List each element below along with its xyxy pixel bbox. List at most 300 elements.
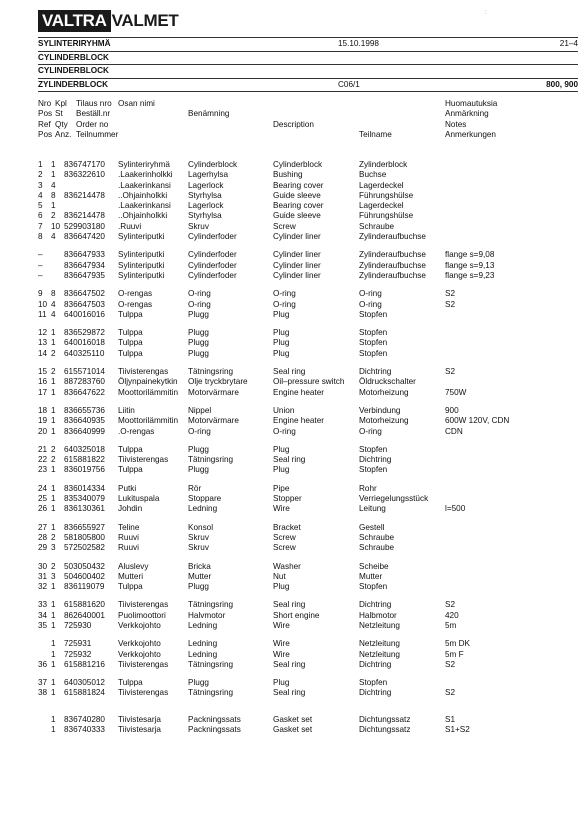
table-row	[38, 572, 578, 582]
spacer-cell	[38, 476, 578, 484]
table-row	[38, 543, 578, 553]
name-sv-cell: Packningssats	[188, 714, 241, 724]
part-number-cell: 640305012	[64, 678, 105, 688]
ref-cell: 26	[38, 504, 48, 514]
name-sv-cell: Plugg	[188, 678, 209, 688]
ref-cell	[38, 639, 51, 649]
col-kpl-3: Anz.	[55, 129, 72, 139]
col-notes-0: Huomautuksia	[445, 99, 498, 108]
brand-logo	[38, 10, 178, 32]
name-fi-cell: Tulppa	[118, 309, 143, 319]
name-sv-cell: Cylinderfoder	[188, 270, 237, 280]
table-row	[38, 191, 578, 201]
notes-cell	[445, 201, 578, 211]
name-en-cell: O-ring	[273, 299, 296, 309]
name-sv-cell: Plugg	[188, 582, 209, 592]
table-row	[38, 349, 578, 359]
part-number-cell	[64, 181, 118, 191]
name-fi-cell: Tiivistesarja	[118, 714, 161, 724]
ref-cell: 33	[38, 600, 48, 610]
notes-cell	[445, 445, 578, 455]
name-en-cell: Screw	[273, 532, 296, 542]
part-number-cell: 836529872	[64, 328, 105, 338]
qty-cell: 4	[51, 180, 56, 190]
name-en-cell: Union	[273, 405, 295, 415]
spacer-cell	[38, 320, 578, 328]
part-number-cell: 836647502	[64, 289, 105, 299]
qty-cell: 8	[51, 289, 56, 299]
row-spacer	[38, 554, 578, 562]
part-number-cell: 581805800	[64, 532, 105, 542]
table-row	[38, 310, 578, 320]
col-tilaus-0: Tilaus nro	[76, 99, 112, 108]
table-row	[38, 201, 578, 211]
name-en-cell: Washer	[273, 561, 301, 571]
table-row	[38, 455, 578, 465]
name-fi-cell: Tulppa	[118, 444, 143, 454]
col-tilaus-3: Teilnummer	[76, 129, 119, 139]
name-sv-cell: Packningssats	[188, 725, 241, 735]
name-fi-cell: Tulppa	[118, 465, 143, 475]
part-number-cell: 615881822	[64, 455, 105, 465]
name-de-cell: Stopfen	[359, 444, 388, 454]
name-de-cell: Netzleitung	[359, 649, 400, 659]
name-en-cell: Short engine	[273, 610, 320, 620]
name-sv-cell: Konsol	[188, 522, 214, 532]
spacer-cell	[38, 242, 578, 250]
name-fi-cell: Lukituspala	[118, 494, 160, 504]
name-de-cell: Stopfen	[359, 328, 388, 338]
table-row	[38, 562, 578, 572]
qty-cell: 1	[51, 649, 56, 659]
name-en-cell: Bracket	[273, 522, 301, 532]
notes-cell: S2	[445, 289, 456, 299]
name-de-cell: Stopfen	[359, 678, 388, 688]
notes-cell	[445, 338, 578, 348]
name-sv-cell: Cylinderfoder	[188, 250, 237, 260]
part-number-cell: 836647935	[64, 270, 105, 280]
part-number-cell: 887283760	[64, 377, 105, 387]
name-sv-cell: Bricka	[188, 561, 211, 571]
notes-cell	[445, 543, 578, 553]
name-de-cell: Stopfen	[359, 465, 388, 475]
qty-cell: 1	[51, 504, 56, 514]
ref-cell: 32	[38, 582, 48, 592]
qty-cell: 1	[51, 688, 56, 698]
row-spacer	[38, 670, 578, 678]
name-fi-cell: .Laakerinkansi	[118, 201, 171, 211]
col-notes-3: Anmerkungen	[445, 129, 496, 139]
table-row	[38, 715, 578, 725]
table-row	[38, 416, 578, 426]
part-number-cell	[64, 201, 118, 211]
table-row	[38, 406, 578, 416]
name-fi-cell: .O-rengas	[118, 426, 155, 436]
spacer-cell	[38, 554, 578, 562]
name-en-cell: Wire	[273, 649, 290, 659]
name-de-cell: Zylinderaufbuchse	[359, 250, 426, 260]
notes-cell: l=500	[445, 504, 466, 514]
name-de-cell: Stopfen	[359, 582, 388, 592]
ref-cell: –	[38, 260, 43, 270]
name-fi-cell: Sylinteriputki	[118, 260, 165, 270]
name-sv-cell: Ledning	[188, 620, 218, 630]
name-sv-cell: Plugg	[188, 309, 209, 319]
table-row	[38, 300, 578, 310]
qty-cell: 1	[51, 639, 56, 649]
table-row	[38, 621, 578, 631]
name-de-cell: Dichtring	[359, 367, 392, 377]
name-fi-cell: O-rengas	[118, 299, 153, 309]
qty-cell: 1	[51, 405, 56, 415]
name-de-cell: Dichtring	[359, 688, 392, 698]
name-sv-cell: Ledning	[188, 649, 218, 659]
title-de: ZYLINDERBLOCK	[38, 79, 109, 89]
notes-cell: CDN	[445, 426, 463, 436]
table-row	[38, 660, 578, 670]
part-number-cell: 862640001	[64, 610, 105, 620]
name-fi-cell: Tulppa	[118, 582, 143, 592]
name-sv-cell: Plugg	[188, 444, 209, 454]
name-sv-cell: Skruv	[188, 532, 209, 542]
part-number-cell: 836647934	[64, 260, 105, 270]
name-de-cell: Halbmotor	[359, 610, 397, 620]
header-row-sv	[38, 52, 578, 66]
row-spacer	[38, 707, 578, 715]
name-fi-cell: Tulppa	[118, 338, 143, 348]
name-fi-cell: Ruuvi	[118, 532, 139, 542]
name-sv-cell: Tätningsring	[188, 688, 234, 698]
part-number-cell: 835340079	[64, 494, 105, 504]
name-fi-cell: Tulppa	[118, 328, 143, 338]
name-fi-cell: Putki	[118, 483, 137, 493]
notes-cell	[445, 160, 578, 170]
col-notes-2: Notes	[445, 119, 467, 129]
part-number-cell: 615881824	[64, 688, 105, 698]
name-en-cell: Plug	[273, 328, 290, 338]
notes-cell: 600W 120V, CDN	[445, 416, 510, 426]
qty-cell: 1	[51, 483, 56, 493]
qty-cell: 1	[51, 328, 56, 338]
name-en-cell: Screw	[273, 543, 296, 553]
name-sv-cell: Plugg	[188, 328, 209, 338]
row-spacer	[38, 437, 578, 445]
spacer-cell	[38, 359, 578, 367]
table-row	[38, 427, 578, 437]
part-number-cell: 615571014	[64, 367, 105, 377]
name-en-cell: Plug	[273, 465, 290, 475]
part-number-cell: 836747170	[64, 160, 105, 169]
ref-cell: 10	[38, 299, 48, 309]
ref-cell: 8	[38, 232, 43, 242]
part-number-cell: 572502582	[64, 543, 105, 553]
name-sv-cell: Tätningsring	[188, 600, 234, 610]
part-number-cell: 640016018	[64, 338, 105, 348]
qty-cell: 1	[51, 465, 56, 475]
table-row	[38, 611, 578, 621]
notes-cell	[445, 465, 578, 475]
name-en-cell: Seal ring	[273, 600, 306, 610]
name-en-cell: Wire	[273, 620, 290, 630]
col-nro-0: Nro	[38, 99, 52, 108]
name-de-cell: Lagerdeckel	[359, 180, 404, 190]
name-de-cell: Buchse	[359, 170, 387, 180]
name-de-cell: Öldruckschalter	[359, 377, 416, 387]
part-number-cell: 836647503	[64, 299, 105, 309]
notes-cell: 750W	[445, 387, 467, 397]
ref-cell: 29	[38, 543, 48, 553]
row-spacer	[38, 398, 578, 406]
ref-cell: 30	[38, 561, 48, 571]
ref-cell: 19	[38, 416, 48, 426]
name-fi-cell: Tiivisterengas	[118, 600, 169, 610]
name-de-cell: O-ring	[359, 289, 382, 299]
ref-cell: 38	[38, 688, 48, 698]
spacer-cell	[38, 515, 578, 523]
name-sv-cell: Plugg	[188, 348, 209, 358]
name-sv-cell: Lagerlock	[188, 201, 224, 211]
table-row	[38, 484, 578, 494]
name-de-cell: Netzleitung	[359, 639, 400, 649]
ref-cell: 34	[38, 610, 48, 620]
table-row	[38, 582, 578, 592]
part-number-cell: 503050432	[64, 561, 105, 571]
name-en-cell: Bearing cover	[273, 201, 324, 211]
ref-cell: 7	[38, 221, 43, 231]
name-sv-cell: Cylinderfoder	[188, 260, 237, 270]
part-number-cell: 836647933	[64, 250, 105, 260]
qty-cell: 1	[51, 416, 56, 426]
ref-cell: 37	[38, 678, 48, 688]
col-tilaus-2: Order no	[76, 119, 109, 129]
qty-cell: 1	[51, 714, 56, 724]
qty-cell: 1	[51, 201, 56, 211]
name-en-cell: Cylinder liner	[273, 250, 321, 260]
spacer-cell	[38, 592, 578, 600]
spacer-cell	[38, 699, 578, 707]
qty-cell: 1	[51, 678, 56, 688]
qty-cell: 1	[51, 725, 56, 735]
table-row	[38, 160, 578, 170]
ref-cell: 28	[38, 532, 48, 542]
qty-cell: 1	[51, 522, 56, 532]
name-fi-cell: Johdin	[118, 504, 143, 514]
qty-cell: 4	[51, 299, 56, 309]
col-nro-2: Ref	[38, 119, 51, 129]
name-de-cell: Zylinderaufbuchse	[359, 232, 426, 242]
notes-cell	[445, 533, 578, 543]
qty-cell	[51, 261, 64, 271]
part-number-cell: 836655927	[64, 522, 105, 532]
row-spacer	[38, 242, 578, 250]
name-de-cell: Stopfen	[359, 338, 388, 348]
ref-cell: 4	[38, 190, 43, 200]
qty-cell: 1	[51, 377, 56, 387]
name-de-cell: Gestell	[359, 522, 385, 532]
header-models: 800, 900	[546, 79, 578, 89]
spacer-cell	[38, 398, 578, 406]
name-fi-cell: Moottorilämmitin	[118, 416, 179, 426]
notes-cell	[445, 572, 578, 582]
part-number-cell: 615881216	[64, 659, 105, 669]
name-fi-cell: Sylinteriputki	[118, 232, 165, 242]
qty-cell: 2	[51, 455, 56, 465]
spacer-cell	[38, 707, 578, 715]
ref-cell: 13	[38, 338, 48, 348]
part-number-cell: 836214478	[64, 211, 105, 221]
name-de-cell: Schraube	[359, 221, 395, 231]
qty-cell: 3	[51, 571, 56, 581]
table-row	[38, 678, 578, 688]
name-sv-cell: O-ring	[188, 299, 211, 309]
qty-cell: 3	[51, 543, 56, 553]
table-row	[38, 232, 578, 242]
row-spacer	[38, 631, 578, 639]
name-de-cell: Leitung	[359, 504, 386, 514]
name-en-cell: Wire	[273, 639, 290, 649]
notes-cell: S2	[445, 299, 456, 309]
col-nro-3: Pos	[38, 129, 53, 139]
ref-cell: 17	[38, 387, 48, 397]
name-en-cell: Seal ring	[273, 367, 306, 377]
name-sv-cell: Mutter	[188, 571, 212, 581]
name-de-cell: O-ring	[359, 426, 382, 436]
name-sv-cell: Skruv	[188, 543, 209, 553]
ref-cell: 6	[38, 211, 43, 221]
name-de-cell: Dichtring	[359, 659, 392, 669]
name-sv-cell: Plugg	[188, 465, 209, 475]
notes-cell	[445, 484, 578, 494]
name-fi-cell: Puolimoottori	[118, 610, 166, 620]
document-header	[38, 37, 578, 92]
table-row	[38, 504, 578, 514]
name-fi-cell: Tulppa	[118, 678, 143, 688]
qty-cell	[51, 250, 64, 260]
notes-cell	[445, 191, 578, 201]
ref-cell: 1	[38, 160, 43, 169]
table-row	[38, 600, 578, 610]
notes-cell	[445, 349, 578, 359]
name-sv-cell: Motorvärmare	[188, 416, 239, 426]
notes-cell	[445, 678, 578, 688]
part-number-cell: 836640935	[64, 416, 105, 426]
name-en-cell: Bushing	[273, 170, 303, 180]
qty-cell: 1	[51, 610, 56, 620]
notes-cell: S2	[445, 367, 456, 377]
name-fi-cell: .Laakerinholkki	[118, 170, 173, 180]
col-tilaus-1: Beställ.nr	[76, 109, 111, 119]
table-row	[38, 388, 578, 398]
qty-cell: 1	[51, 659, 56, 669]
name-en-cell: Screw	[273, 221, 296, 231]
notes-cell	[445, 181, 578, 191]
name-en-cell: Plug	[273, 444, 290, 454]
ref-cell: 3	[38, 180, 43, 190]
notes-cell: 5m DK	[445, 639, 471, 649]
col-fi: Osan nimi	[118, 99, 155, 108]
table-row	[38, 250, 578, 260]
notes-cell: flange s=9,23	[445, 270, 495, 280]
ref-cell: 2	[38, 170, 43, 180]
table-row	[38, 261, 578, 271]
name-en-cell: Gasket set	[273, 725, 313, 735]
ref-cell: 31	[38, 571, 48, 581]
name-en-cell: Plug	[273, 348, 290, 358]
ref-cell: 36	[38, 659, 48, 669]
header-code: C06/1	[338, 79, 360, 89]
qty-cell	[51, 271, 64, 281]
name-fi-cell: .Laakerinkansi	[118, 180, 171, 190]
name-de-cell: Zylinderaufbuchse	[359, 260, 426, 270]
part-number-cell: 836014334	[64, 483, 105, 493]
ref-cell: 22	[38, 455, 48, 465]
part-number-cell: 836214478	[64, 190, 105, 200]
parts-table-body	[38, 160, 578, 735]
qty-cell: 2	[51, 444, 56, 454]
header-date: 15.10.1998	[338, 39, 379, 48]
row-spacer	[38, 699, 578, 707]
part-number-cell: 836640999	[64, 426, 105, 436]
name-en-cell: Bearing cover	[273, 180, 324, 190]
qty-cell: 10	[51, 221, 61, 231]
notes-cell	[445, 562, 578, 572]
name-fi-cell: Teline	[118, 522, 140, 532]
table-row	[38, 367, 578, 377]
name-en-cell: Wire	[273, 504, 290, 514]
notes-cell	[445, 523, 578, 533]
name-en-cell: Seal ring	[273, 688, 306, 698]
title-en: CYLINDERBLOCK	[38, 66, 109, 75]
col-notes-1: Anmärkning	[445, 109, 489, 119]
row-spacer	[38, 320, 578, 328]
ref-cell: –	[38, 270, 43, 280]
ref-cell: 35	[38, 620, 48, 630]
qty-cell: 4	[51, 309, 56, 319]
name-fi-cell: Mutteri	[118, 571, 144, 581]
header-row-en	[38, 65, 578, 79]
part-number-cell: 836740333	[64, 725, 105, 735]
name-en-cell: Plug	[273, 678, 290, 688]
ref-cell: 18	[38, 405, 48, 415]
qty-cell: 2	[51, 211, 56, 221]
name-de-cell: Zylinderblock	[359, 160, 408, 169]
name-en-cell: Plug	[273, 582, 290, 592]
qty-cell: 1	[51, 170, 56, 180]
qty-cell: 1	[51, 620, 56, 630]
ref-cell: 11	[38, 309, 47, 319]
table-row	[38, 328, 578, 338]
qty-cell: 2	[51, 561, 56, 571]
name-fi-cell: Verkkojohto	[118, 620, 161, 630]
notes-cell: S2	[445, 688, 456, 698]
col-sv: Benämning	[188, 109, 230, 119]
name-fi-cell: Verkkojohto	[118, 649, 161, 659]
name-en-cell: Stopper	[273, 494, 302, 504]
ref-cell: –	[38, 250, 43, 260]
part-number-cell: 836019756	[64, 465, 105, 475]
table-row	[38, 222, 578, 232]
notes-cell	[445, 232, 578, 242]
notes-cell	[445, 328, 578, 338]
row-spacer	[38, 592, 578, 600]
qty-cell: 1	[51, 387, 56, 397]
table-row	[38, 639, 578, 649]
name-sv-cell: Lagerhylsa	[188, 170, 229, 180]
name-sv-cell: Styrhylsa	[188, 190, 222, 200]
name-fi-cell: Tiivisterengas	[118, 367, 169, 377]
part-number-cell: 725930	[64, 620, 92, 630]
notes-cell: 420	[445, 610, 459, 620]
